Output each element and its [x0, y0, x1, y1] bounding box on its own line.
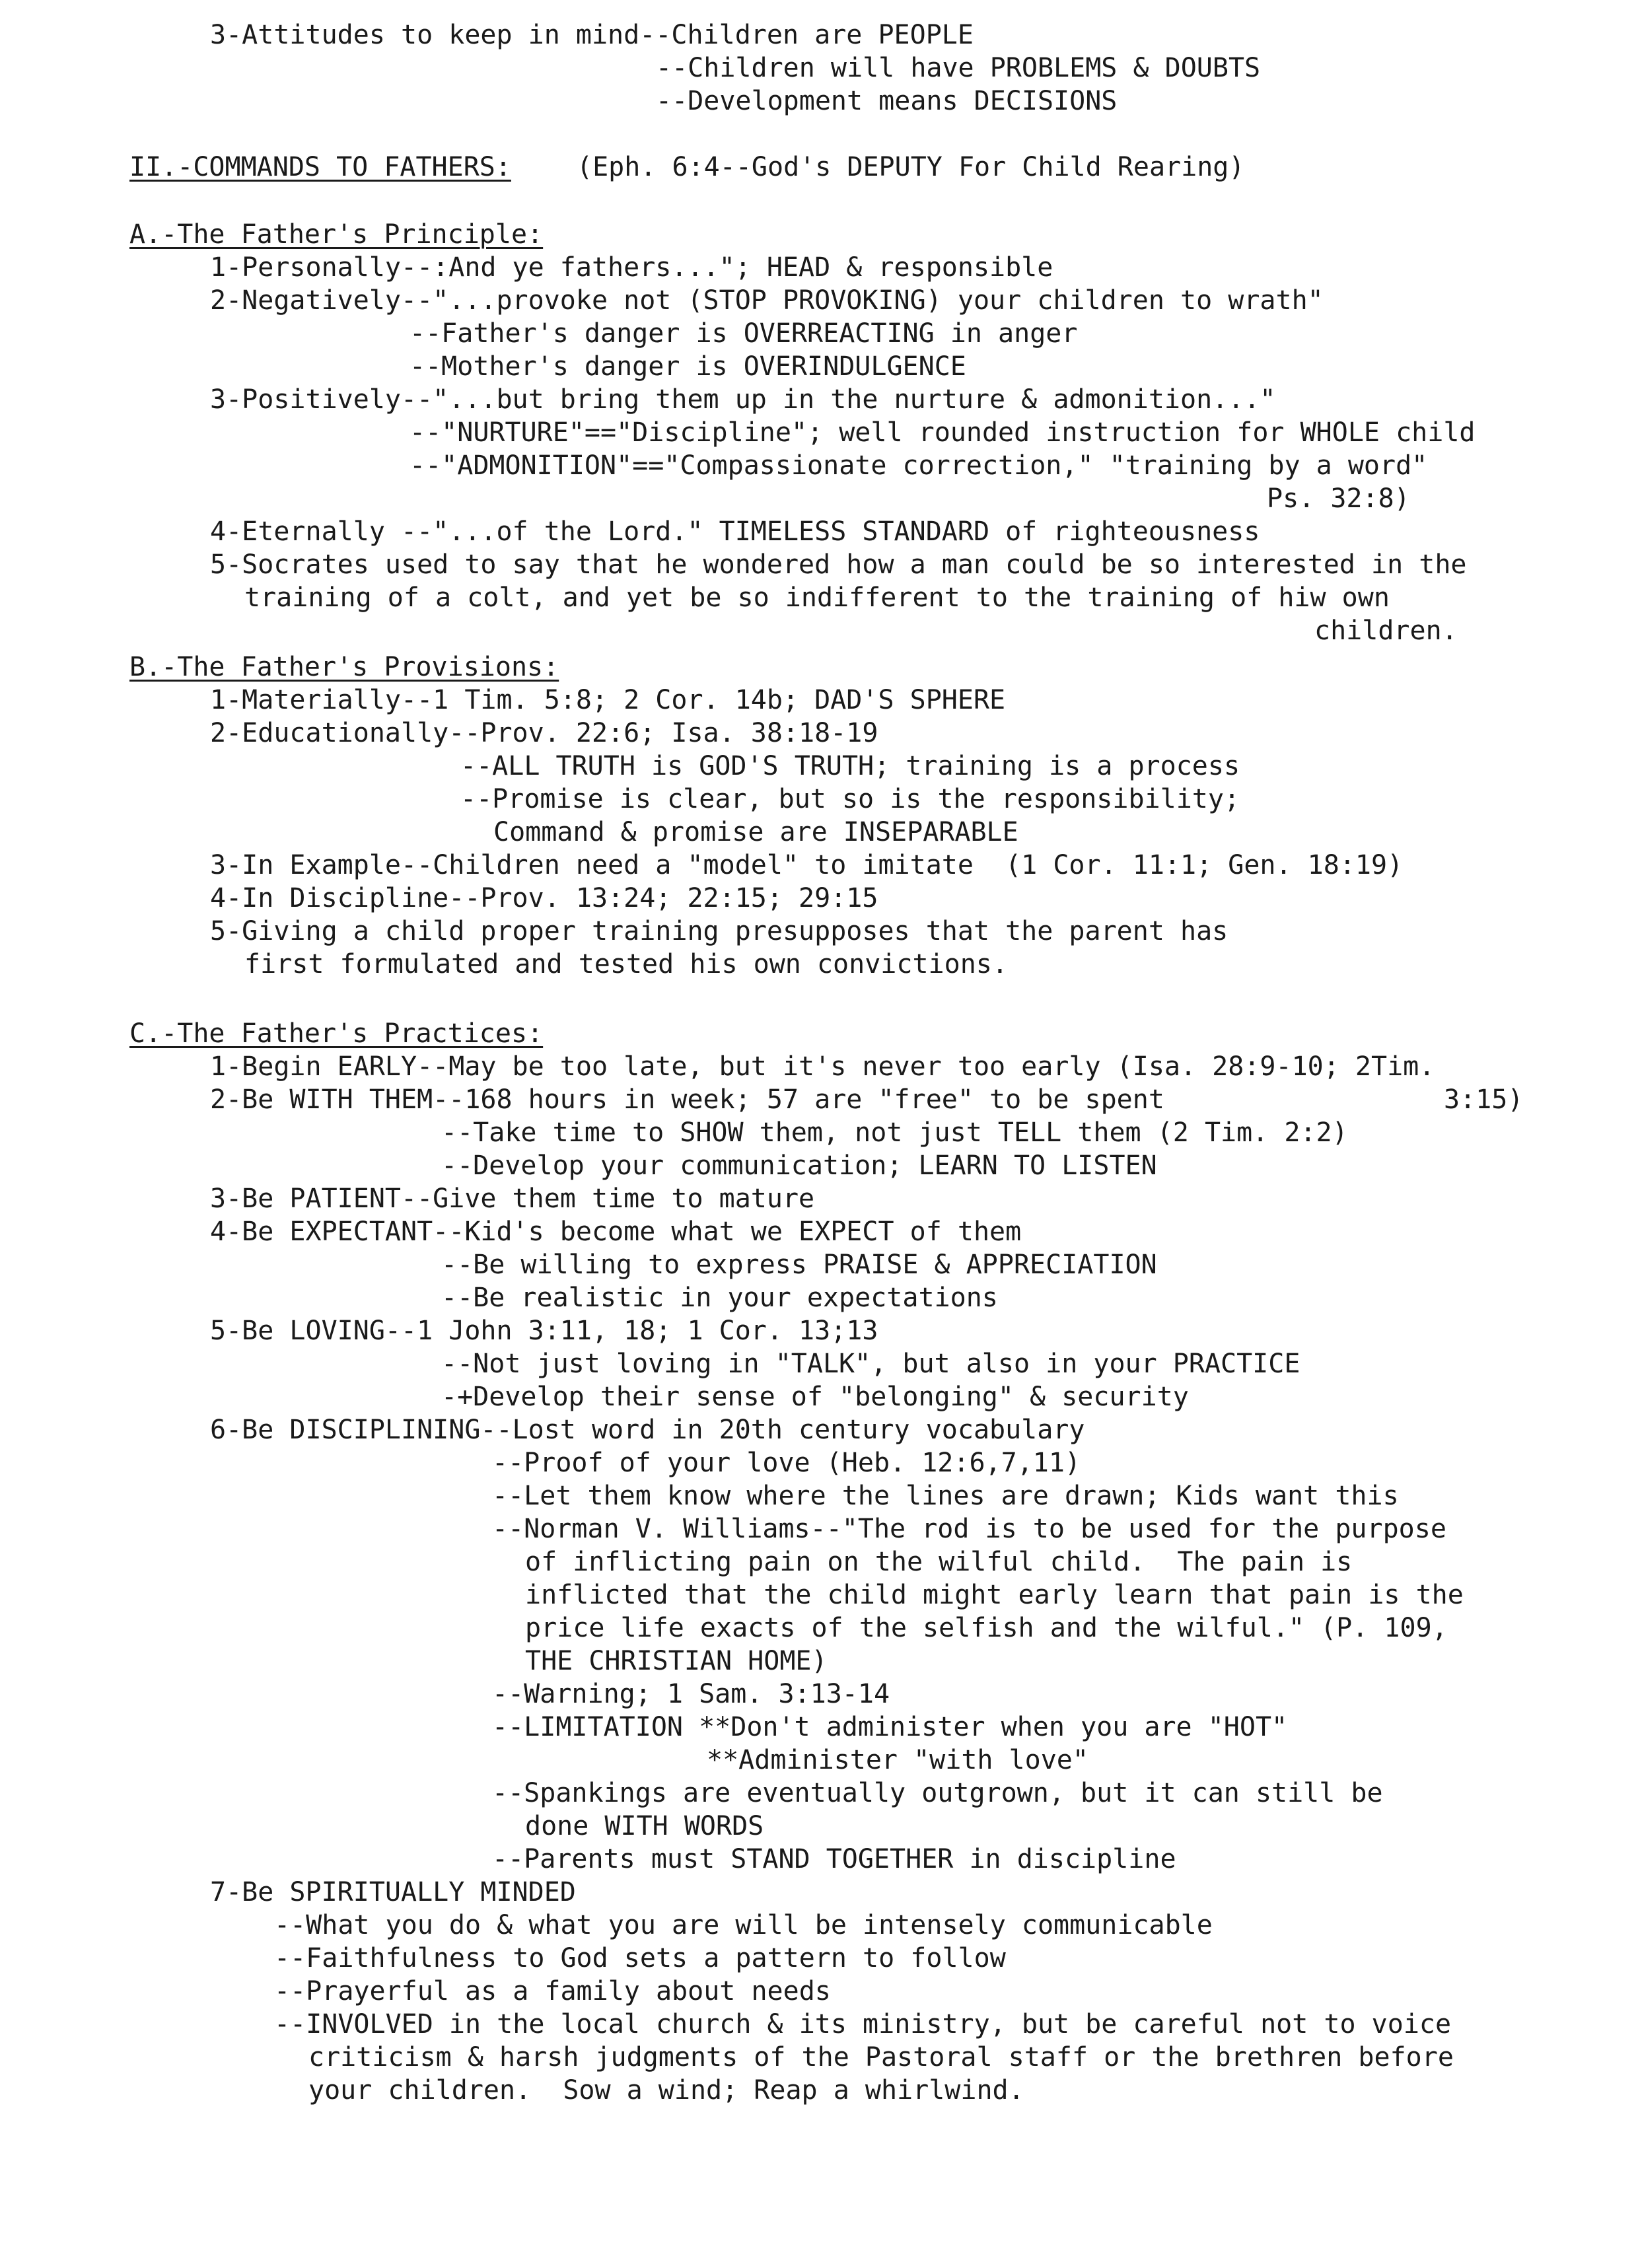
text-line: --LIMITATION **Don't administer when you are "HOT" — [492, 1712, 1288, 1742]
subsection-heading: A.-The Father's Principle: — [129, 219, 544, 250]
text-line: --Be willing to express PRAISE & APPRECIATION — [441, 1250, 1157, 1280]
text-line: --Proof of your love (Heb. 12:6,7,11) — [492, 1448, 1081, 1478]
text-line: 4-Be EXPECTANT--Kid's become what we EXPECT of them — [210, 1217, 1022, 1247]
text-line: inflicted that the child might early learn that pain is the — [525, 1580, 1464, 1610]
text-line: --Mother's danger is OVERINDULGENCE — [410, 351, 966, 382]
text-line: --"ADMONITION"=="Compassionate correction," "training by a word" — [410, 450, 1428, 481]
text-line: --"NURTURE"=="Discipline"; well rounded instruction for WHOLE child — [410, 417, 1476, 448]
text-line: 1-Personally--:And ye fathers..."; HEAD & responsible — [210, 252, 1053, 283]
subsection-heading: B.-The Father's Provisions: — [129, 652, 559, 682]
text-line: --Spankings are eventually outgrown, but it can still be — [492, 1778, 1383, 1808]
text-line: 3:15) — [1444, 1084, 1524, 1115]
subsection-heading: C.-The Father's Practices: — [129, 1018, 544, 1049]
text-line: Command & promise are INSEPARABLE — [493, 817, 1018, 847]
text-line: price life exacts of the selfish and the wilful." (P. 109, — [525, 1613, 1448, 1643]
text-line: 1-Materially--1 Tim. 5:8; 2 Cor. 14b; DAD'S SPHERE — [210, 685, 1006, 715]
text-line: --Not just loving in "TALK", but also in your PRACTICE — [441, 1349, 1300, 1379]
text-line: 5-Socrates used to say that he wondered how a man could be so interested in the — [210, 549, 1467, 580]
text-line: --INVOLVED in the local church & its ministry, but be careful not to voice — [274, 2009, 1452, 2039]
text-line: 2-Be WITH THEM--168 hours in week; 57 are "free" to be spent — [210, 1084, 1164, 1115]
text-line: --Take time to SHOW them, not just TELL them (2 Tim. 2:2) — [441, 1117, 1348, 1148]
text-line: --Be realistic in your expectations — [441, 1283, 998, 1313]
text-line: of inflicting pain on the wilful child. The pain is — [525, 1547, 1353, 1577]
text-line: your children. Sow a wind; Reap a whirlwind. — [308, 2075, 1024, 2106]
text-line: --Parents must STAND TOGETHER in discipline — [492, 1844, 1176, 1874]
text-line: THE CHRISTIAN HOME) — [525, 1646, 828, 1676]
text-line: --Prayerful as a family about needs — [274, 1976, 831, 2006]
text-line: children. — [1314, 616, 1458, 646]
text-line: training of a colt, and yet be so indifferent to the training of hiw own — [244, 583, 1390, 613]
section-heading: II.-COMMANDS TO FATHERS: — [129, 152, 511, 182]
text-line: **Administer "with love" — [707, 1745, 1088, 1775]
text-line: 7-Be SPIRITUALLY MINDED — [210, 1877, 576, 1907]
text-line: 3-In Example--Children need a "model" to imitate (1 Cor. 11:1; Gen. 18:19) — [210, 850, 1404, 880]
section-subheading: (Eph. 6:4--God's DEPUTY For Child Rearing) — [577, 152, 1245, 182]
text-line: 4-Eternally --"...of the Lord." TIMELESS STANDARD of righteousness — [210, 516, 1260, 547]
text-line: --Development means DECISIONS — [656, 86, 1118, 116]
text-line: 4-In Discipline--Prov. 13:24; 22:15; 29:15 — [210, 883, 878, 913]
text-line: --ALL TRUTH is GOD'S TRUTH; training is a process — [460, 751, 1240, 781]
text-line: -+Develop their sense of "belonging" & security — [441, 1382, 1189, 1412]
text-line: criticism & harsh judgments of the Pastoral staff or the brethren before — [308, 2042, 1454, 2073]
text-line: 2-Educationally--Prov. 22:6; Isa. 38:18-19 — [210, 718, 878, 748]
text-line: done WITH WORDS — [525, 1811, 764, 1841]
text-line: --Father's danger is OVERREACTING in anger — [410, 318, 1078, 349]
text-line: 5-Be LOVING--1 John 3:11, 18; 1 Cor. 13;13 — [210, 1316, 878, 1346]
text-line: Ps. 32:8) — [1267, 483, 1410, 514]
text-line: --Warning; 1 Sam. 3:13-14 — [492, 1679, 890, 1709]
text-line: 3-Be PATIENT--Give them time to mature — [210, 1184, 815, 1214]
text-line: --Norman V. Williams--"The rod is to be used for the purpose — [492, 1514, 1446, 1544]
text-line: 3-Attitudes to keep in mind--Children are PEOPLE — [210, 20, 974, 50]
text-line: 3-Positively--"...but bring them up in the nurture & admonition..." — [210, 384, 1276, 415]
text-line: 2-Negatively--"...provoke not (STOP PROVOKING) your children to wrath" — [210, 285, 1324, 316]
text-line: --Develop your communication; LEARN TO LISTEN — [441, 1151, 1157, 1181]
text-line: first formulated and tested his own convictions. — [244, 949, 1008, 979]
text-line: --Faithfulness to God sets a pattern to follow — [274, 1943, 1006, 1973]
text-line: 1-Begin EARLY--May be too late, but it's never too early (Isa. 28:9-10; 2Tim. — [210, 1051, 1435, 1082]
text-line: --Let them know where the lines are drawn; Kids want this — [492, 1481, 1399, 1511]
text-line: --Children will have PROBLEMS & DOUBTS — [656, 53, 1261, 83]
text-line: --Promise is clear, but so is the responsibility; — [460, 784, 1240, 814]
text-line: 6-Be DISCIPLINING--Lost word in 20th century vocabulary — [210, 1415, 1085, 1445]
text-line: 5-Giving a child proper training presupposes that the parent has — [210, 916, 1228, 946]
text-line: --What you do & what you are will be intensely communicable — [274, 1910, 1213, 1940]
